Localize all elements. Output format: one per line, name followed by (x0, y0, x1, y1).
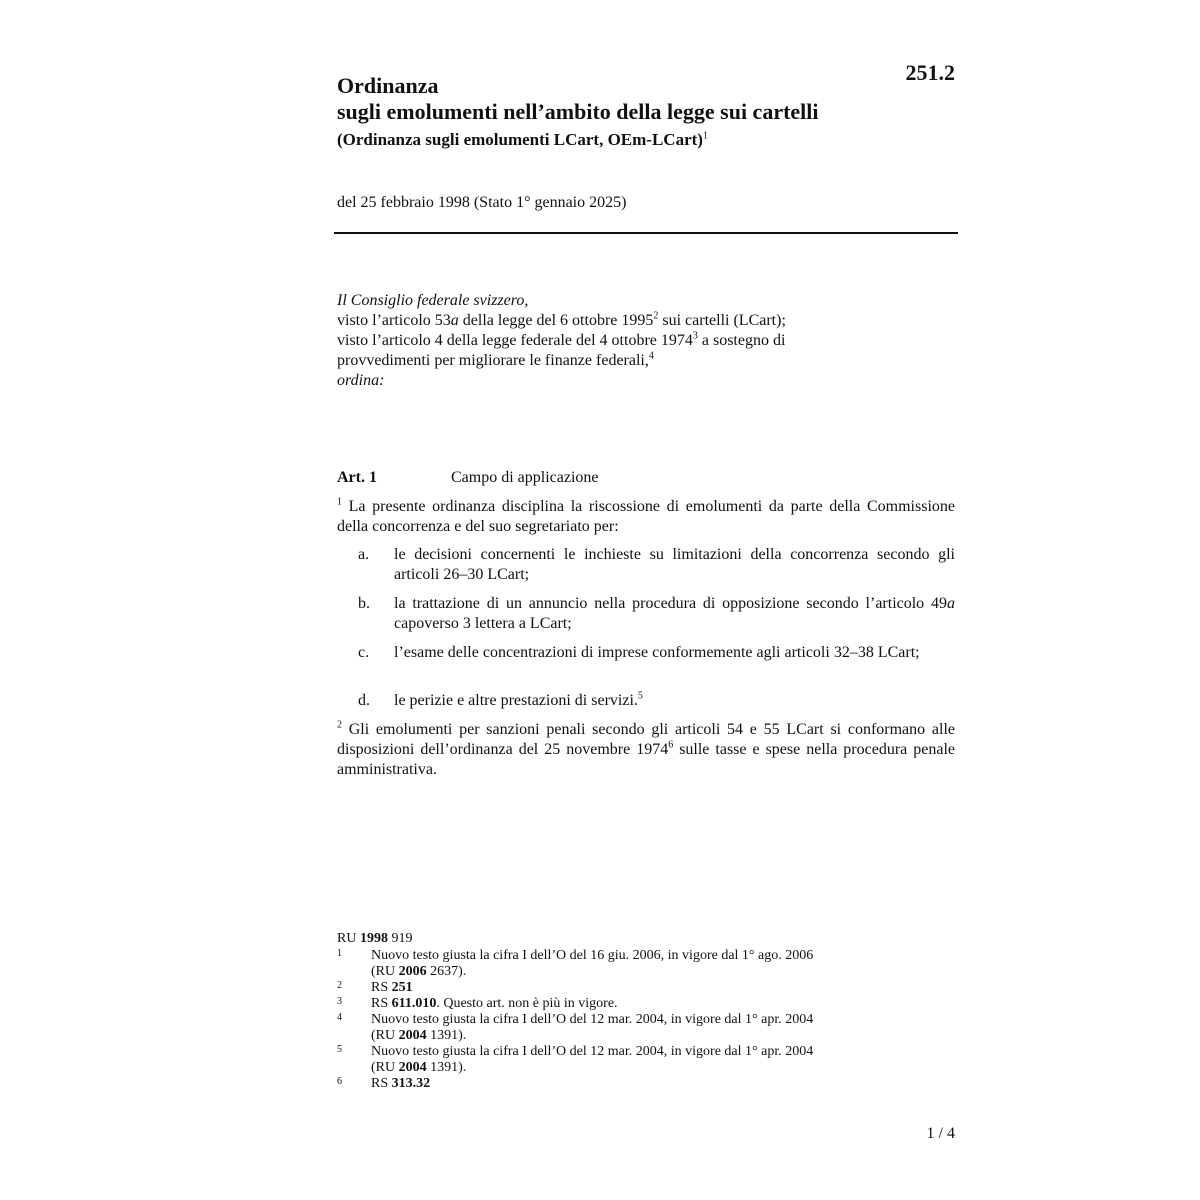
text: (RU (371, 1060, 399, 1075)
paragraph-number: 2 (337, 719, 342, 731)
paragraph-1 (337, 497, 955, 537)
item-letter: b. (358, 595, 370, 612)
text: 2004 (398, 1028, 427, 1043)
text: RS (371, 1076, 392, 1091)
footnote (337, 1012, 897, 1044)
text: 1391). (426, 1028, 467, 1043)
subtitle (337, 128, 897, 152)
text: a (450, 312, 459, 329)
footnote-number: 6 (337, 1076, 342, 1087)
footnotes (337, 931, 897, 1092)
page-number: 1 / 4 (926, 1125, 955, 1142)
footnote-ref[interactable]: 2 (653, 310, 659, 322)
preamble (337, 291, 897, 391)
footnote-text: Nuovo testo giusta la cifra I dell’O del 12 mar. 2004, in vigore dal 1° apr. 2004 (371, 1012, 814, 1027)
text: RS (371, 996, 392, 1011)
footnote-number: 1 (337, 948, 342, 959)
article-number: Art. 1 (337, 469, 377, 486)
text: Gli emolumenti per sanzioni penali secondo gli articoli 54 e 55 LCart si conformano alle disposizioni dell’ordinanza del 25 novembre 1974 (337, 721, 955, 758)
item-letter: d. (358, 692, 370, 709)
text: (RU (371, 964, 399, 979)
footnote-ref[interactable]: 4 (648, 350, 654, 362)
subtitle-text: (Ordinanza sugli emolumenti LCart, OEm-LCart) (337, 130, 703, 149)
item-letter: c. (358, 644, 370, 661)
text: 313.32 (391, 1076, 431, 1091)
list-item (337, 594, 955, 634)
footnote-text (371, 996, 897, 1012)
title-line-1: Ordinanza (337, 73, 439, 98)
footnote-ref[interactable]: 6 (668, 739, 674, 751)
footnote (337, 1076, 897, 1092)
item-text (394, 594, 955, 634)
article-heading (337, 469, 599, 487)
text: RU (337, 931, 360, 946)
footnote-ref[interactable]: 1 (702, 130, 708, 142)
paragraph-text: La presente ordinanza disciplina la riscossione di emolumenti da parte della Commissione della concorrenza e del suo segretariato per: (337, 498, 955, 535)
paragraph-number: 1 (337, 496, 342, 508)
text: 611.010 (391, 996, 437, 1011)
text: visto l’articolo 4 della legge federale del 4 ottobre 1974 (337, 332, 693, 349)
paragraph-2 (337, 720, 955, 780)
date-status-line: del 25 febbraio 1998 (Stato 1° gennaio 2025) (337, 194, 627, 211)
text: a sostegno di (697, 332, 786, 349)
text: . Questo art. non è più in vigore. (436, 996, 618, 1011)
text: la trattazione di un annuncio nella procedura di opposizione secondo l’articolo 49 (394, 595, 947, 612)
footnote-number: 3 (337, 996, 342, 1007)
item-text: le decisioni concernenti le inchieste su limitazioni della concorrenza secondo gli articoli 26–30 LCart; (394, 546, 955, 583)
preamble-line (337, 311, 897, 331)
text: 2006 (398, 964, 427, 979)
preamble-line (337, 331, 897, 351)
footnote-number: 5 (337, 1044, 342, 1055)
preamble-line (337, 351, 897, 371)
item-letter: a. (358, 546, 370, 563)
list-item (337, 545, 955, 585)
text: (RU (371, 1028, 399, 1043)
text: della legge del 6 ottobre 1995 (458, 312, 654, 329)
footnote (337, 996, 897, 1012)
list-item (337, 643, 955, 663)
text: 1998 (359, 931, 388, 946)
article-title: Campo di applicazione (451, 469, 599, 486)
text: le perizie e altre prestazioni di servizi. (394, 692, 638, 709)
footnote-number: 4 (337, 1012, 342, 1023)
title-block (337, 73, 897, 152)
footnote-text: Nuovo testo giusta la cifra I dell’O del 16 giu. 2006, in vigore dal 1° ago. 2006 (371, 948, 814, 963)
text: RS (371, 980, 392, 995)
item-text: l’esame delle concentrazioni di imprese conformemente agli articoli 32–38 LCart; (394, 644, 920, 661)
footnote (337, 948, 897, 980)
text: 2637). (426, 964, 467, 979)
footnote (337, 980, 897, 996)
text: visto l’articolo 53 (337, 312, 451, 329)
footnote-text (371, 980, 897, 996)
text: 919 (387, 931, 413, 946)
title-line-2: sugli emolumenti nell’ambito della legge sui cartelli (337, 99, 819, 124)
text: capoverso 3 lettera a LCart; (394, 615, 572, 632)
preamble-authority: Il Consiglio federale svizzero, (337, 292, 529, 309)
footnote-text (371, 1028, 897, 1044)
official-compilation-ref (337, 931, 897, 947)
footnote (337, 1044, 897, 1076)
list-item (337, 691, 955, 711)
header-rule (334, 232, 958, 234)
text: 1391). (426, 1060, 467, 1075)
footnote-ref[interactable]: 5 (637, 690, 643, 702)
text: provvedimenti per migliorare le finanze federali, (337, 352, 649, 369)
footnote-text (371, 1076, 897, 1092)
footnote-text (371, 1060, 897, 1076)
text: a (947, 595, 955, 612)
text: sulle tasse e spese nella procedura penale amministrativa. (337, 741, 955, 778)
document-number: 251.2 (905, 60, 955, 85)
footnote-ref[interactable]: 3 (692, 330, 698, 342)
item-text (394, 691, 955, 711)
text: sui cartelli (LCart); (658, 312, 786, 329)
preamble-ordina: ordina: (337, 372, 385, 389)
footnote-text: Nuovo testo giusta la cifra I dell’O del 12 mar. 2004, in vigore dal 1° apr. 2004 (371, 1044, 814, 1059)
text: 251 (391, 980, 413, 995)
footnote-number: 2 (337, 980, 342, 991)
footnote-text (371, 964, 897, 980)
text: 2004 (398, 1060, 427, 1075)
